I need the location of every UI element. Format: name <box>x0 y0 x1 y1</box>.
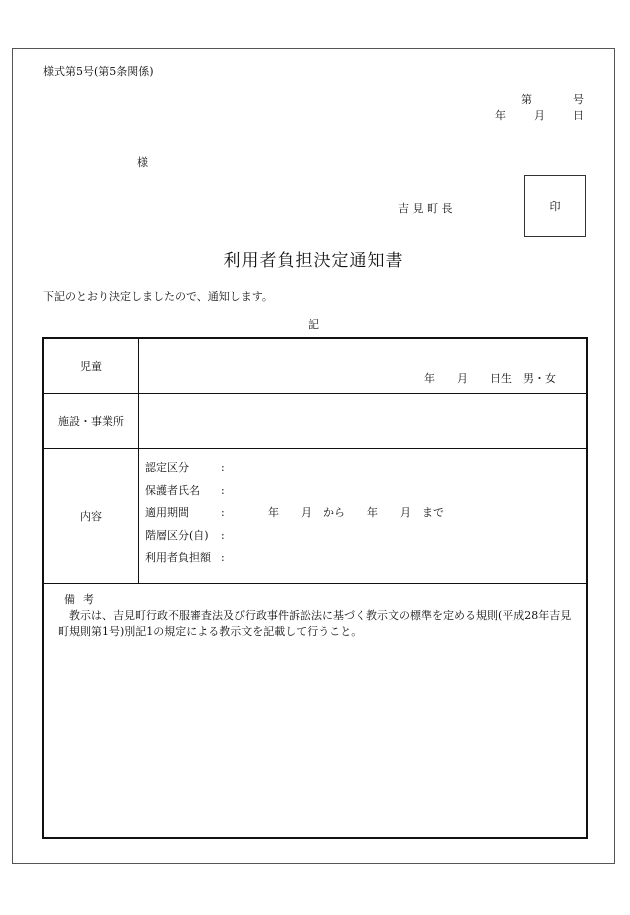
document-number: 第 号 <box>521 93 586 106</box>
facility-value[interactable] <box>139 394 588 449</box>
details-table <box>42 337 588 839</box>
content-label: 内容 <box>43 449 139 584</box>
form-page <box>12 48 615 864</box>
form-id: 様式第5号(第5条関係) <box>43 65 154 78</box>
content-line-bracket: 階層区分(自) : <box>145 528 225 542</box>
content-value[interactable] <box>139 449 588 584</box>
ki-heading: 記 <box>308 318 319 331</box>
remarks-heading: 備考 <box>64 593 102 606</box>
birth-date-text: 年 月 日生 男・女 <box>424 372 556 385</box>
addressee-suffix: 様 <box>137 156 148 169</box>
seal-box <box>524 175 586 237</box>
content-line-certification: 認定区分 : <box>145 461 225 474</box>
content-row <box>43 449 587 584</box>
issuer-name: 吉 見 町 長 <box>398 202 453 215</box>
content-line-guardian: 保護者氏名 : <box>145 483 225 497</box>
seal-label: 印 <box>549 200 561 213</box>
facility-label: 施設・事業所 <box>43 394 139 449</box>
content-line-burden: 利用者負担額 : <box>145 551 225 564</box>
child-value[interactable] <box>139 338 588 394</box>
remarks-cell[interactable] <box>43 584 587 839</box>
intro-text: 下記のとおり決定しましたので、通知します。 <box>43 290 273 303</box>
remarks-row <box>43 584 587 839</box>
child-label: 児童 <box>43 338 139 394</box>
remarks-text: 教示は、吉見町行政不服審査法及び行政事件訴訟法に基づく教示文の標準を定める規則(平成28年吉見町規則第1号)別記1の規定による教示文を記載して行うこと。 <box>58 609 572 638</box>
facility-row <box>43 394 587 449</box>
child-row <box>43 338 587 394</box>
document-title: 利用者負担決定通知書 <box>223 251 404 271</box>
content-line-period: 適用期間 : 年 月 から 年 月 まで <box>145 506 444 519</box>
issue-date: 年 月 日 <box>495 109 586 122</box>
